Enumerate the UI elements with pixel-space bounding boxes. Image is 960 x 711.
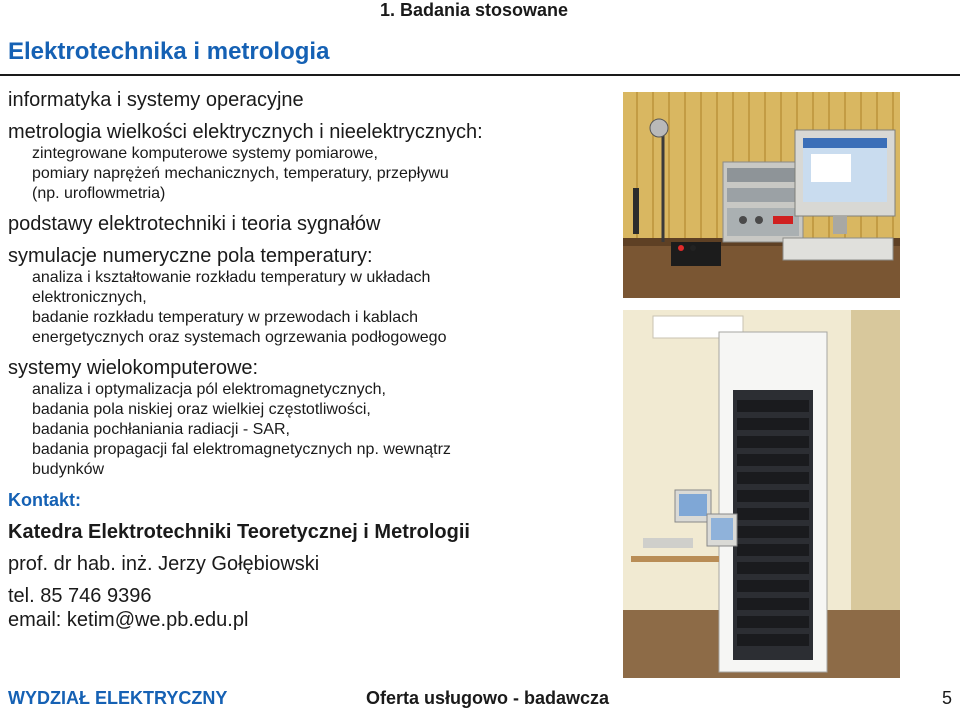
topic-line: badania pola niskiej oraz wielkiej częstotliwości, xyxy=(32,401,371,418)
topic-heading: metrologia wielkości elektrycznych i nieelektrycznych: xyxy=(8,121,483,143)
page-number: 5 xyxy=(942,688,953,708)
footer-faculty: WYDZIAŁ ELEKTRYCZNY xyxy=(8,688,228,708)
topic-heading: podstawy elektrotechniki i teoria sygnałów xyxy=(8,213,381,235)
contact-department: Katedra Elektrotechniki Teoretycznej i Metrologii xyxy=(8,521,470,543)
footer-offer: Oferta usługowo - badawcza xyxy=(366,688,610,708)
title-divider xyxy=(0,74,960,76)
lab-bench-photo xyxy=(623,92,900,298)
topic-line: elektronicznych, xyxy=(32,289,147,306)
contact-phone: tel. 85 746 9396 xyxy=(8,585,152,607)
topic-heading: symulacje numeryczne pola temperatury: xyxy=(8,245,373,267)
server-rack-photo xyxy=(623,310,900,678)
contact-email: email: ketim@we.pb.edu.pl xyxy=(8,609,249,631)
main-content xyxy=(8,88,608,632)
topic-line: badania propagacji fal elektromagnetycznych np. wewnątrz xyxy=(32,441,451,458)
topic-line: zintegrowane komputerowe systemy pomiarowe, xyxy=(32,145,378,162)
contact-person: prof. dr hab. inż. Jerzy Gołębiowski xyxy=(8,553,320,575)
topic-heading: informatyka i systemy operacyjne xyxy=(8,89,304,111)
topic-line: (np. uroflowmetria) xyxy=(32,185,166,202)
topic-line: pomiary naprężeń mechanicznych, temperatury, przepływu xyxy=(32,165,449,182)
topic-heading: systemy wielokomputerowe: xyxy=(8,357,259,379)
page-title: Elektrotechnika i metrologia xyxy=(8,38,330,65)
topic-line: analiza i kształtowanie rozkładu temperatury w układach xyxy=(32,269,431,286)
topic-line: badania pochłaniania radiacji - SAR, xyxy=(32,421,290,438)
contact-heading: Kontakt: xyxy=(8,490,81,510)
topic-line: badanie rozkładu temperatury w przewodach i kablach xyxy=(32,309,418,326)
topic-line: analiza i optymalizacja pól elektromagnetycznych, xyxy=(32,381,386,398)
topic-line: budynków xyxy=(32,461,105,478)
section-label: 1. Badania stosowane xyxy=(380,0,569,20)
topic-line: energetycznych oraz systemach ogrzewania podłogowego xyxy=(32,329,447,346)
